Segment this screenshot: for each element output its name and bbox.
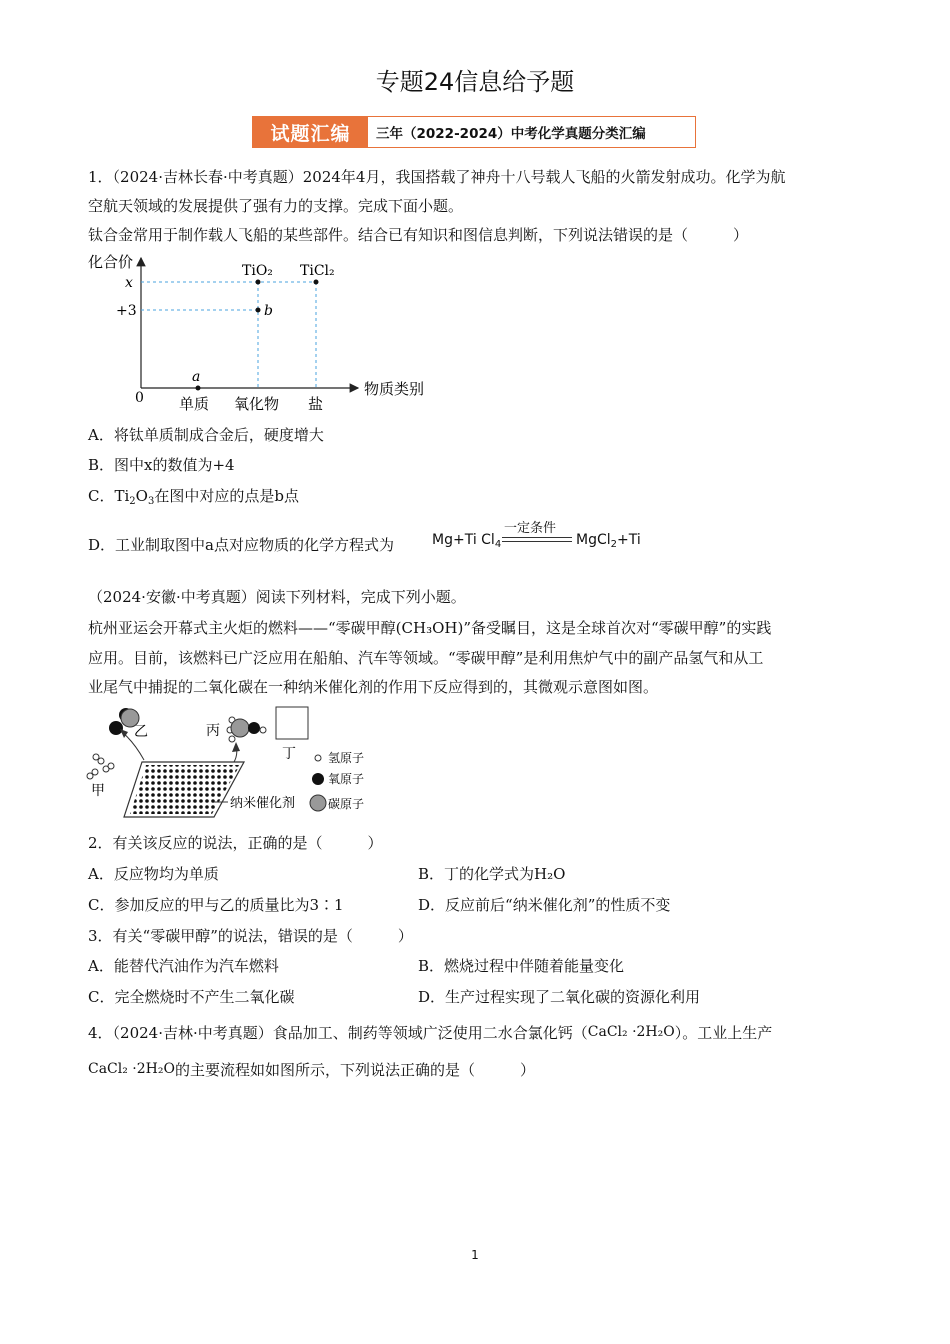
q3-stem: 3．有关“零碳甲醇”的说法，错误的是（ ） [88,927,413,945]
legend-oxygen-icon [312,773,324,785]
q23-para-3: 业尾气中捕捉的二氧化碳在一种纳米催化剂的作用下反应得到的，其微观示意图如图。 [88,678,659,696]
yi-label: 乙 [134,724,148,740]
banner-subtitle: 三年（2022-2024）中考化学真题分类汇编 [376,126,646,142]
legend-oxygen: 氧原子 [328,772,365,786]
y-tick-x: x [125,275,133,291]
point-b [256,308,261,313]
x-tick-salt: 盐 [308,395,324,413]
q3-option-d: D．生产过程实现了二氧化碳的资源化利用 [418,988,701,1006]
point-a-label: a [192,369,201,385]
origin-label: 0 [135,390,144,406]
bing-oxygen-atom [248,722,260,734]
page-title: 专题24信息给予题 [375,68,575,96]
y-axis-label: 化合价 [88,253,134,271]
q1-option-d: D．工业制取图中a点对应物质的化学方程式为 [88,536,394,554]
q1-line2: 空航天领域的发展提供了强有力的支撑。完成下面小题。 [88,197,464,215]
q2-option-b: B．丁的化学式为H₂O [418,865,566,883]
q23-para-1: 杭州亚运会开幕式主火炬的燃料——“零碳甲醇(CH₃OH)”备受瞩目，这是全球首次对“零碳甲醇”的实践 [88,619,772,637]
chemical-equation: Mg+Ti $Cl_4$ 一定条件 MgCl$_2$+Ti [432,521,641,550]
page-number: 1 [471,1248,479,1262]
bing-carbon-atom [231,719,249,737]
q1-option-b: B．图中x的数值为+4 [88,456,235,474]
x-tick-element: 单质 [179,395,210,413]
jia-label: 甲 [91,783,105,799]
point-ticl2 [314,280,319,285]
x-tick-oxide: 氧化物 [234,395,280,413]
legend-carbon-icon [310,795,326,811]
q23-para-2: 应用。目前，该燃料已广泛应用在船舶、汽车等领域。“零碳甲醇”是利用焦炉气中的副产品氢气和从工 [88,649,764,667]
point-b-label: b [264,303,273,319]
jia-hydrogen-atom [98,758,104,764]
jia-hydrogen-atom [92,769,98,775]
q23-intro: （2024·安徽·中考真题）阅读下列材料，完成下列小题。 [88,588,466,606]
q3-option-a: A．能替代汽油作为汽车燃料 [88,957,279,975]
jia-hydrogen-atom [108,763,114,769]
tio2-label: TiO₂ [242,263,273,279]
q2-option-c: C．参加反应的甲与乙的质量比为3∶1 [88,896,344,914]
q1-option-c: C．$Ti_2O_3$在图中对应的点是b点 [88,487,299,507]
catalyst-label: 纳米催化剂 [230,796,296,811]
y-tick-3: +3 [116,303,137,319]
legend-hydrogen: 氢原子 [328,751,365,765]
ticl2-label: TiCl₂ [300,263,335,279]
q2-option-d: D．反应前后“纳米催化剂”的性质不变 [418,896,671,914]
bing-hydrogen-atom [229,736,235,742]
q3-option-c: C．完全燃烧时不产生二氧化碳 [88,988,295,1006]
q1-option-a: A．将钛单质制成合金后，硬度增大 [88,426,324,444]
point-tio2 [256,280,261,285]
q4-line2: CaCl₂ ·2H₂O的主要流程如如图所示，下列说法正确的是（ ） [88,1061,535,1079]
q2-option-a: A．反应物均为单质 [88,865,219,883]
q4-formula: CaCl₂ ·2H₂O [587,1024,675,1040]
q3-option-b: B．燃烧过程中伴随着能量变化 [418,957,625,975]
x-axis-label: 物质类别 [364,380,425,398]
ding-unknown-box [276,707,308,739]
q4-formula-2: CaCl₂ ·2H₂O [88,1061,175,1077]
q1-line1: 1．（2024·吉林长春·中考真题）2024年4月，我国搭载了神舟十八号载人飞船的火箭发射成功。化学为航 [88,168,786,186]
bing-label: 丙 [206,723,220,739]
banner-tag: 试题汇编 [253,117,368,147]
methanol-micro-diagram [84,702,384,824]
point-a [196,386,201,391]
ding-label: 丁 [282,746,296,762]
bing-hydrogen-atom [260,727,266,733]
yi-oxygen-atom-2 [109,721,123,735]
q4-line1: 4．（2024·吉林·中考真题）食品加工、制药等领域广泛使用二水合氯化钙（CaCl₂ ·2H₂O）。工业上生产 [88,1024,773,1042]
q1-line3: 钛合金常用于制作载人飞船的某些部件。结合已有知识和图信息判断，下列说法错误的是（ ） [88,226,749,244]
legend-carbon: 碳原子 [328,797,365,811]
section-banner [252,116,696,148]
legend-hydrogen-icon [315,755,321,761]
q2-stem: 2．有关该反应的说法，正确的是（ ） [88,834,383,852]
valence-chart [88,250,448,420]
